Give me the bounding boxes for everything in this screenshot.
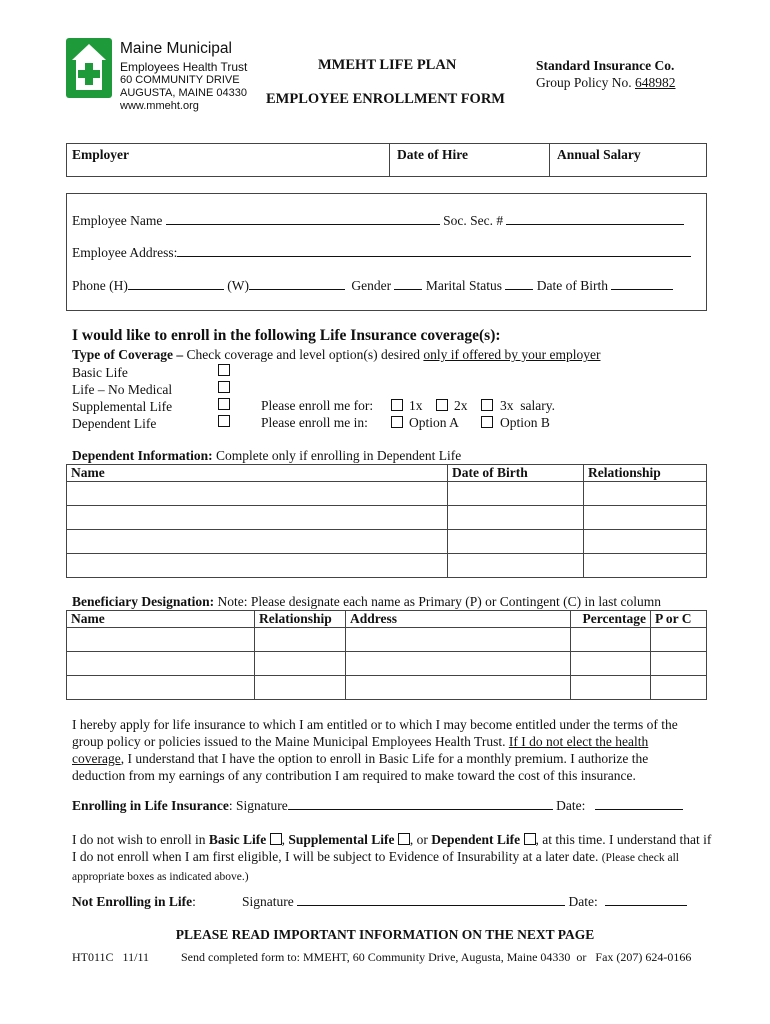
policy-number: Group Policy No. 648982 — [536, 75, 676, 90]
table-row — [67, 530, 707, 554]
table-cell[interactable] — [571, 652, 651, 676]
table-cell[interactable] — [346, 652, 571, 676]
enrolling-signature-row: Enrolling in Life Insurance: Signature Date: — [72, 798, 683, 814]
supplemental-life-checkbox[interactable] — [218, 398, 230, 410]
table-cell[interactable] — [584, 554, 707, 578]
beneficiary-col-address: Address — [346, 611, 571, 628]
form-code: HT011C 11/11 — [72, 950, 149, 964]
table-cell[interactable] — [255, 628, 346, 652]
phone-work-label: (W) — [227, 278, 249, 293]
beneficiary-table — [66, 610, 707, 700]
coverage-life-no-medical: Life – No Medical — [72, 382, 173, 397]
coverage-basic-life: Basic Life — [72, 365, 128, 380]
org-trust: Employees Health Trust — [120, 60, 248, 74]
salary-3x-label: 3x salary. — [500, 398, 555, 413]
annual-salary-field[interactable]: Annual Salary — [557, 147, 641, 162]
employer-box — [66, 143, 707, 177]
table-cell[interactable] — [571, 628, 651, 652]
table-cell[interactable] — [651, 652, 707, 676]
salary-2x-label: 2x — [454, 398, 468, 413]
table-row — [67, 554, 707, 578]
address-input[interactable] — [177, 255, 691, 257]
ssn-input[interactable] — [506, 223, 684, 225]
gender-input[interactable] — [394, 288, 422, 290]
coverage-options — [72, 364, 172, 432]
org-web: www.mmeht.org — [120, 100, 199, 112]
table-cell[interactable] — [448, 554, 584, 578]
table-cell[interactable] — [571, 676, 651, 700]
coverage-supplemental-life: Supplemental Life — [72, 399, 173, 414]
beneficiary-heading: Beneficiary Designation: Note: Please designate each name as Primary (P) or Contingent (C) in last column — [72, 594, 662, 609]
phone-home-label: Phone (H) — [72, 278, 128, 293]
life-no-medical-checkbox[interactable] — [218, 381, 230, 393]
dependent-col-name: Name — [67, 465, 448, 482]
basic-life-checkbox[interactable] — [218, 364, 230, 376]
org-street: 60 COMMUNITY DRIVE — [120, 74, 240, 86]
table-cell[interactable] — [584, 530, 707, 554]
table-cell[interactable] — [67, 482, 448, 506]
table-cell[interactable] — [67, 676, 255, 700]
table-cell[interactable] — [448, 530, 584, 554]
coverage-dependent-life: Dependent Life — [72, 416, 157, 431]
table-row — [67, 506, 707, 530]
option-b-label: Option B — [500, 415, 550, 430]
address-label: Employee Address: — [72, 245, 178, 260]
table-cell[interactable] — [584, 506, 707, 530]
dependent-col-relationship: Relationship — [584, 465, 707, 482]
not-enrolling-date-input[interactable] — [605, 904, 687, 906]
ssn-label: Soc. Sec. # — [443, 213, 504, 228]
table-cell[interactable] — [67, 530, 448, 554]
dependent-col-dob: Date of Birth — [448, 465, 584, 482]
dependent-table — [66, 464, 707, 578]
option-b-checkbox[interactable] — [481, 416, 493, 428]
enrolling-date-input[interactable] — [595, 808, 683, 810]
send-instructions: Send completed form to: MMEHT, 60 Community Drive, Augusta, Maine 04330 or Fax (207) 624-0166 — [181, 950, 692, 964]
table-row — [67, 482, 707, 506]
coverage-type-line: Type of Coverage – Check coverage and level option(s) desired only if offered by your employer — [72, 347, 601, 362]
phone-work-input[interactable] — [249, 288, 345, 290]
table-cell[interactable] — [67, 652, 255, 676]
employer-field[interactable]: Employer — [72, 147, 129, 162]
gender-label: Gender — [351, 278, 392, 293]
not-enrolling-label: Not Enrolling in Life: — [72, 894, 196, 909]
decline-statement: I do not wish to enroll in Basic Life , Supplemental Life , or Dependent Life , at this time. I understand that if I do not enroll when I am first eligible, I will be subject to Evidence of Insurability at a later date. (Please check all appropriate boxes as indicated above.) — [72, 832, 712, 883]
form-title: EMPLOYEE ENROLLMENT FORM — [266, 91, 505, 107]
not-enrolling-signature-row: Signature Date: — [242, 894, 687, 910]
table-cell[interactable] — [346, 676, 571, 700]
table-cell[interactable] — [255, 652, 346, 676]
table-cell[interactable] — [651, 628, 707, 652]
house-cross-icon — [66, 38, 112, 98]
salary-2x-checkbox[interactable] — [436, 399, 448, 411]
dependent-life-checkbox[interactable] — [218, 415, 230, 427]
dob-input[interactable] — [611, 288, 673, 290]
decline-basic-checkbox[interactable] — [270, 833, 282, 845]
not-enrolling-signature-input[interactable] — [297, 904, 565, 906]
table-cell[interactable] — [448, 482, 584, 506]
marital-label: Marital Status — [425, 278, 502, 293]
salary-1x-label: 1x — [409, 398, 423, 413]
beneficiary-col-relationship: Relationship — [255, 611, 346, 628]
dob-label: Date of Birth — [536, 278, 608, 293]
table-cell[interactable] — [67, 628, 255, 652]
option-a-checkbox[interactable] — [391, 416, 403, 428]
org-name: Maine Municipal — [120, 40, 232, 57]
employee-name-label: Employee Name — [72, 213, 163, 228]
employee-name-input[interactable] — [166, 223, 440, 225]
option-a-label: Option A — [409, 415, 459, 430]
table-cell[interactable] — [255, 676, 346, 700]
beneficiary-col-p-or-c: P or C — [651, 611, 707, 628]
table-row — [67, 628, 707, 652]
date-of-hire-field[interactable]: Date of Hire — [397, 147, 468, 162]
table-cell[interactable] — [448, 506, 584, 530]
enroll-for-label: Please enroll me for: — [261, 398, 374, 413]
application-statement: I hereby apply for life insurance to which I am entitled or to which I may become entitled under the terms of the group policy or policies issued to the Maine Municipal Employees Health Trust. If I do not elect the health coverage, I understand that I have the option to enroll in Basic Life for a monthly premium. I authorize the deduction from my earnings of any contribution I am required to make toward the cost of this insurance. — [72, 717, 678, 783]
coverage-heading: I would like to enroll in the following Life Insurance coverage(s): — [72, 327, 501, 344]
enroll-in-label: Please enroll me in: — [261, 415, 368, 430]
table-cell[interactable] — [346, 628, 571, 652]
org-city: AUGUSTA, MAINE 04330 — [120, 87, 247, 99]
table-cell[interactable] — [584, 482, 707, 506]
decline-dependent-checkbox[interactable] — [524, 833, 536, 845]
beneficiary-col-name: Name — [67, 611, 255, 628]
next-page-notice: PLEASE READ IMPORTANT INFORMATION ON THE NEXT PAGE — [175, 927, 595, 942]
phone-home-input[interactable] — [128, 288, 224, 290]
table-row — [67, 652, 707, 676]
table-cell[interactable] — [67, 554, 448, 578]
enrolling-signature-input[interactable] — [288, 808, 553, 810]
plan-title: MMEHT LIFE PLAN — [318, 57, 457, 73]
dependent-info-heading: Dependent Information: Complete only if enrolling in Dependent Life — [72, 448, 462, 463]
salary-1x-checkbox[interactable] — [391, 399, 403, 411]
table-row — [67, 676, 707, 700]
beneficiary-col-percentage: Percentage — [571, 611, 651, 628]
employee-box — [66, 193, 707, 311]
org-logo — [66, 38, 112, 98]
table-cell[interactable] — [67, 506, 448, 530]
salary-3x-checkbox[interactable] — [481, 399, 493, 411]
table-cell[interactable] — [651, 676, 707, 700]
decline-supplemental-checkbox[interactable] — [398, 833, 410, 845]
insurer-name: Standard Insurance Co. — [536, 58, 675, 73]
marital-input[interactable] — [505, 288, 533, 290]
